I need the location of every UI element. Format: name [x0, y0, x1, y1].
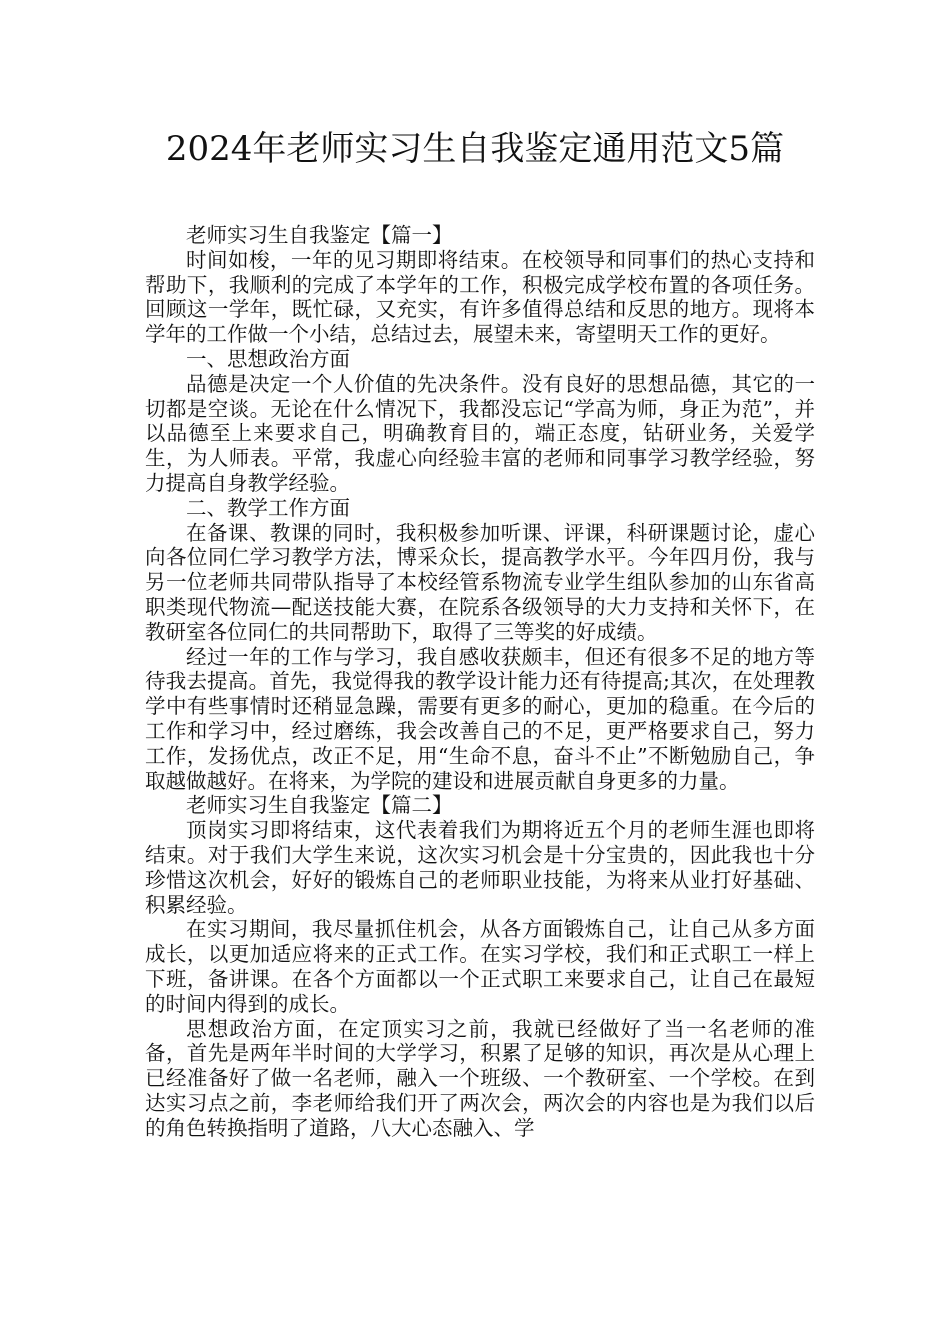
body-paragraph: 思想政治方面，在定顶实习之前，我就已经做好了当一名老师的准备，首先是两年半时间的大学学习，积累了足够的知识，再次是从心理上已经准备好了做一名老师，融入一个班级、一个教研室、一个学校。在到达实习点之前，李老师给我们开了两次会，两次会的内容也是为我们以后的角色转换指明了道路，八大心态融入、学	[145, 1016, 815, 1140]
document-body	[145, 223, 815, 1140]
section-heading-1: 老师实习生自我鉴定【篇一】	[186, 223, 453, 247]
body-paragraph: 在实习期间，我尽量抓住机会，从各方面锻炼自己，让自己从多方面成长，以更加适应将来的正式工作。在实习学校，我们和正式职工一样上下班，备讲课。在各个方面都以一个正式职工来要求自己，让自己在最短的时间内得到的成长。	[145, 917, 815, 1016]
body-paragraph: 经过一年的工作与学习，我自感收获颇丰，但还有很多不足的地方等待我去提高。首先，我觉得我的教学设计能力还有待提高;其次，在处理教学中有些事情时还稍显急躁，需要有更多的耐心，更加的稳重。在今后的工作和学习中，经过磨练，我会改善自己的不足，更严格要求自己，努力工作，发扬优点，改正不足，用“生命不息，奋斗不止”不断勉励自己，争取越做越好。在将来，为学院的建设和进展贡献自身更多的力量。	[145, 644, 815, 793]
body-paragraph: 时间如梭，一年的见习期即将结束。在校领导和同事们的热心支持和帮助下，我顺利的完成了本学年的工作，积极完成学校布置的各项任务。回顾这一学年，既忙碌，又充实，有许多值得总结和反思的地方。现将本学年的工作做一个小结，总结过去，展望未来，寄望明天工作的更好。	[145, 247, 815, 347]
body-paragraph: 在备课、教课的同时，我积极参加听课、评课，科研课题讨论，虚心向各位同仁学习教学方法，博采众长，提高教学水平。今年四月份，我与另一位老师共同带队指导了本校经管系物流专业学生组队参加的山东省高职类现代物流—配送技能大赛，在院系各级领导的大力支持和关怀下，在教研室各位同仁的共同帮助下，取得了三等奖的好成绩。	[145, 520, 815, 644]
subheading: 二、教学工作方面	[186, 495, 350, 520]
body-paragraph: 顶岗实习即将结束，这代表着我们为期将近五个月的老师生涯也即将结束。对于我们大学生来说，这次实习机会是十分宝贵的，因此我也十分珍惜这次机会，好好的锻炼自己的老师职业技能，为将来从业打好基础、积累经验。	[145, 818, 815, 917]
section-heading-2: 老师实习生自我鉴定【篇二】	[186, 793, 453, 818]
body-paragraph: 品德是决定一个人价值的先决条件。没有良好的思想品德，其它的一切都是空谈。无论在什么情况下，我都没忘记“学高为师，身正为范”，并以品德至上来要求自己，明确教育目的，端正态度，钻研业务，关爱学生，为人师表。平常，我虚心向经验丰富的老师和同事学习教学经验，努力提高自身教学经验。	[145, 371, 815, 495]
document-title: 2024年老师实习生自我鉴定通用范文5篇	[165, 129, 785, 169]
subheading: 一、思想政治方面	[186, 346, 350, 371]
